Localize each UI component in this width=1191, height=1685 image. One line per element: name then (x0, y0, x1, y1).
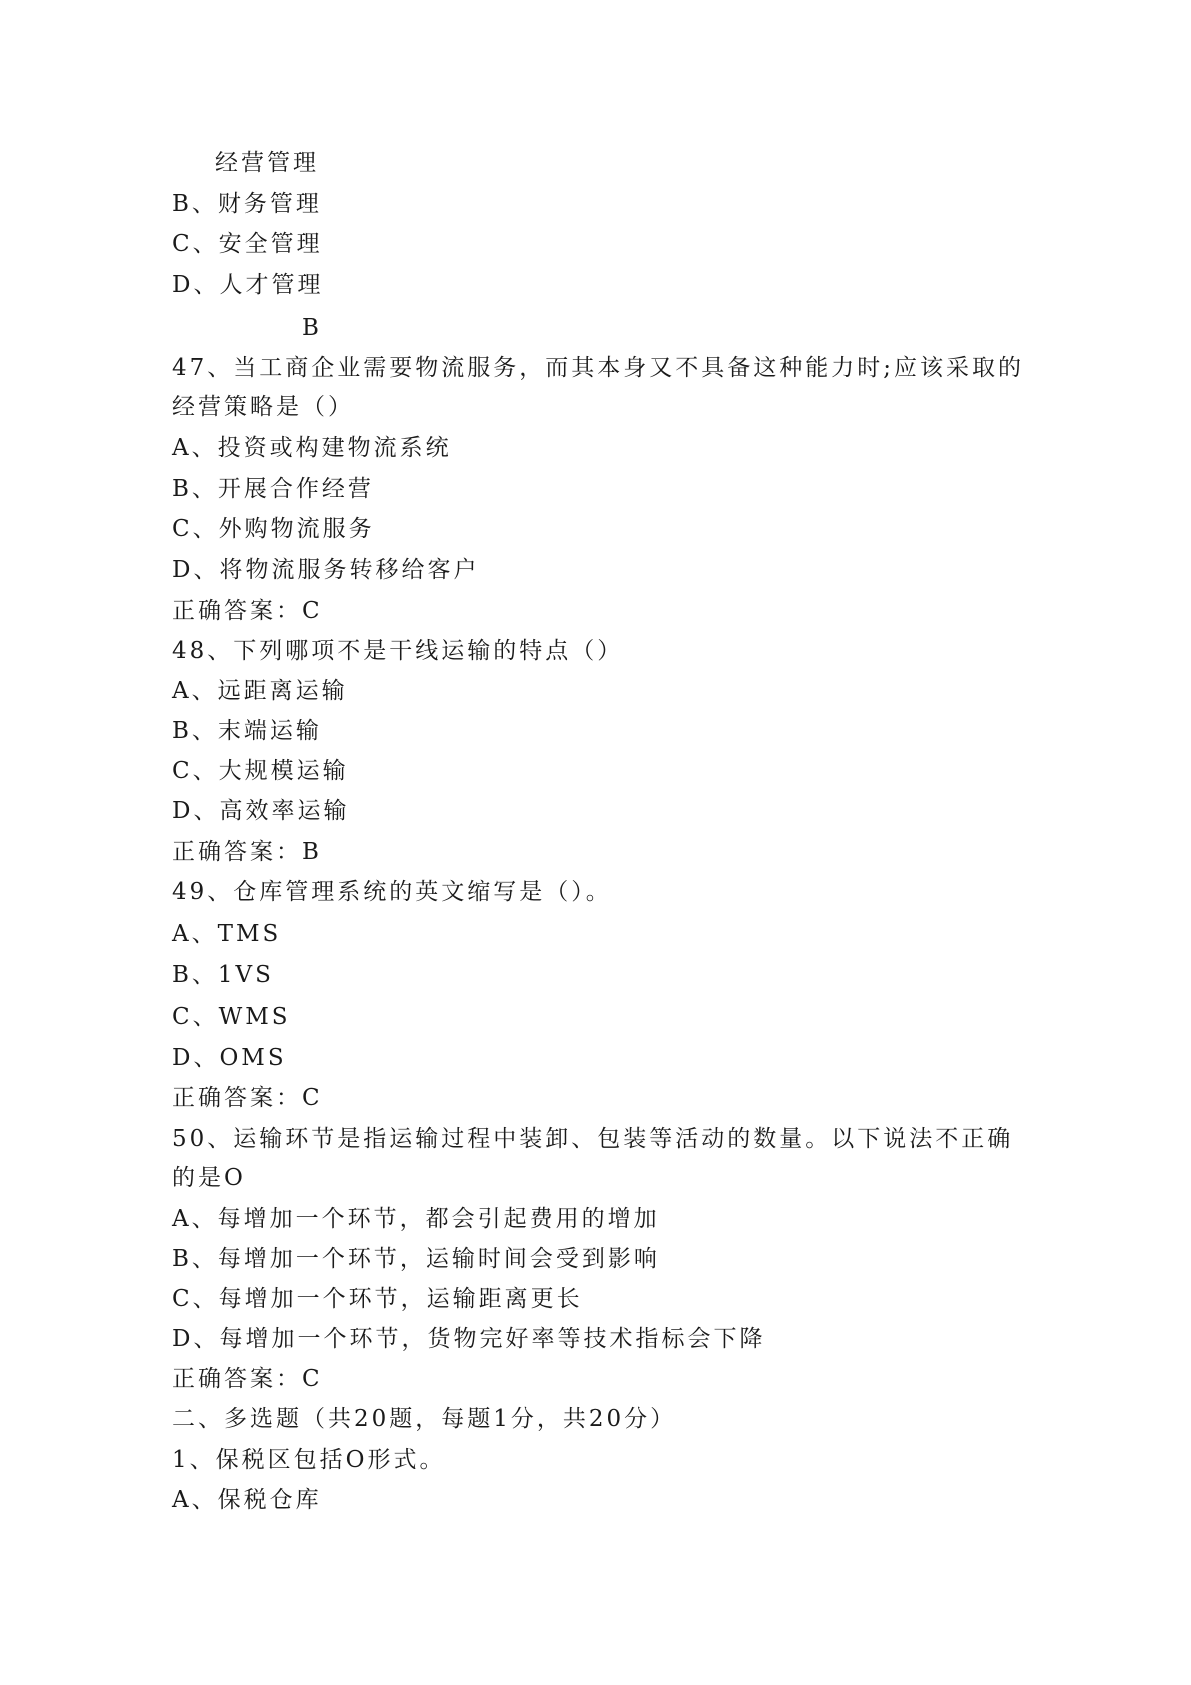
q50-option-c: C、每增加一个环节，运输距离更长 (172, 1286, 583, 1312)
q48-stem: 48、下列哪项不是干线运输的特点（） (172, 638, 624, 664)
q49-option-c: C、WMS (172, 1004, 291, 1030)
q48-option-a: A、远距离运输 (172, 678, 348, 704)
q47-option-a: A、投资或构建物流系统 (172, 435, 452, 461)
q46-option-d: D、人才管理 (172, 272, 324, 298)
q48-answer: 正确答案：B (172, 839, 322, 865)
q47-option-d: D、将物流服务转移给客户 (172, 557, 480, 583)
q48-option-b: B、末端运输 (172, 718, 322, 744)
q46-option-c: C、安全管理 (172, 231, 323, 257)
q49-answer: 正确答案：C (172, 1085, 323, 1111)
q50-answer: 正确答案：C (172, 1366, 323, 1392)
mq1-stem: 1、保税区包括O形式。 (172, 1447, 446, 1473)
q47-option-c: C、外购物流服务 (172, 516, 375, 542)
mq1-option-a: A、保税仓库 (172, 1487, 322, 1513)
q49-option-a: A、TMS (172, 921, 282, 947)
q48-option-c: C、大规模运输 (172, 758, 349, 784)
q49-option-b: B、1VS (172, 962, 274, 988)
q50-stem-line2: 的是O (172, 1165, 246, 1191)
q47-option-b: B、开展合作经营 (172, 476, 374, 502)
q48-option-d: D、高效率运输 (172, 798, 350, 824)
q50-stem-line1: 50、运输环节是指运输过程中装卸、包装等活动的数量。以下说法不正确 (172, 1126, 1014, 1152)
q47-answer: 正确答案：C (172, 598, 323, 624)
q46-option-a-continued: 经营管理 (215, 150, 319, 176)
q46-option-b: B、财务管理 (172, 191, 322, 217)
q47-stem-line1: 47、当工商企业需要物流服务，而其本身又不具备这种能力时;应该采取的 (172, 355, 1025, 381)
section-heading-multiple-choice: 二、多选题（共20题，每题1分，共20分） (172, 1406, 677, 1432)
q49-stem: 49、仓库管理系统的英文缩写是（）。 (172, 879, 612, 905)
q50-option-d: D、每增加一个环节，货物完好率等技术指标会下降 (172, 1326, 766, 1352)
q46-answer: B (302, 315, 322, 341)
q47-stem-line2: 经营策略是（） (172, 394, 354, 420)
q50-option-b: B、每增加一个环节，运输时间会受到影响 (172, 1246, 660, 1272)
q50-option-a: A、每增加一个环节，都会引起费用的增加 (172, 1206, 660, 1232)
q49-option-d: D、OMS (172, 1045, 287, 1071)
